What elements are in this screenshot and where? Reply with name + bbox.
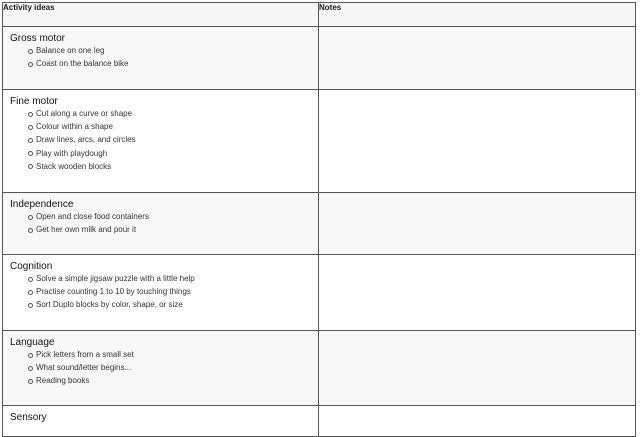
list-item: What sound/letter begins...	[28, 361, 318, 374]
list-item: Stack wooden blocks	[28, 160, 318, 173]
activity-list	[3, 44, 318, 70]
list-item: Practise counting 1 to 10 by touching things	[28, 285, 318, 298]
category-title: Language	[10, 337, 55, 348]
list-item: Get her own milk and pour it	[28, 223, 318, 236]
list-item: Balance on one leg	[28, 44, 318, 57]
list-item: Solve a simple jigsaw puzzle with a little help	[28, 272, 318, 285]
notes-cell[interactable]	[319, 331, 636, 406]
table-header-row	[3, 3, 636, 27]
activity-list	[3, 210, 318, 236]
notes-cell[interactable]	[319, 255, 636, 331]
list-item: Play with playdough	[28, 147, 318, 160]
list-item: Reading books	[28, 374, 318, 387]
activity-cell[interactable]	[3, 193, 319, 255]
activity-cell[interactable]	[3, 406, 319, 437]
header-activity-ideas: Activity ideas	[3, 3, 319, 27]
notes-cell[interactable]	[319, 193, 636, 255]
activity-list	[3, 348, 318, 388]
activity-list	[3, 272, 318, 312]
activity-cell[interactable]	[3, 27, 319, 90]
category-title: Gross motor	[10, 33, 66, 44]
table-row-language	[3, 331, 636, 406]
category-title: Sensory	[10, 412, 47, 423]
table-row-independence	[3, 193, 636, 255]
header-notes: Notes	[319, 3, 636, 27]
list-item: Draw lines, arcs, and circles	[28, 133, 318, 146]
list-item: Pick letters from a small set	[28, 348, 318, 361]
notes-cell[interactable]	[319, 27, 636, 90]
list-item: Coast on the balance bike	[28, 57, 318, 70]
table-row-cognition	[3, 255, 636, 331]
activity-list	[3, 107, 318, 173]
notes-cell[interactable]	[319, 90, 636, 193]
activity-cell[interactable]	[3, 255, 319, 331]
list-item: Cut along a curve or shape	[28, 107, 318, 120]
activity-cell[interactable]	[3, 90, 319, 193]
category-title: Cognition	[10, 261, 53, 272]
list-item: Open and close food containers	[28, 210, 318, 223]
activity-cell[interactable]	[3, 331, 319, 406]
category-title: Independence	[10, 199, 74, 210]
list-item: Colour within a shape	[28, 120, 318, 133]
category-title: Fine motor	[10, 96, 58, 107]
list-item: Sort Duplo blocks by color, shape, or size	[28, 298, 318, 311]
table-row-fine-motor	[3, 90, 636, 193]
notes-cell[interactable]	[319, 406, 636, 437]
table-row-sensory	[3, 406, 636, 437]
activity-table	[2, 2, 636, 437]
table-row-gross-motor	[3, 27, 636, 90]
